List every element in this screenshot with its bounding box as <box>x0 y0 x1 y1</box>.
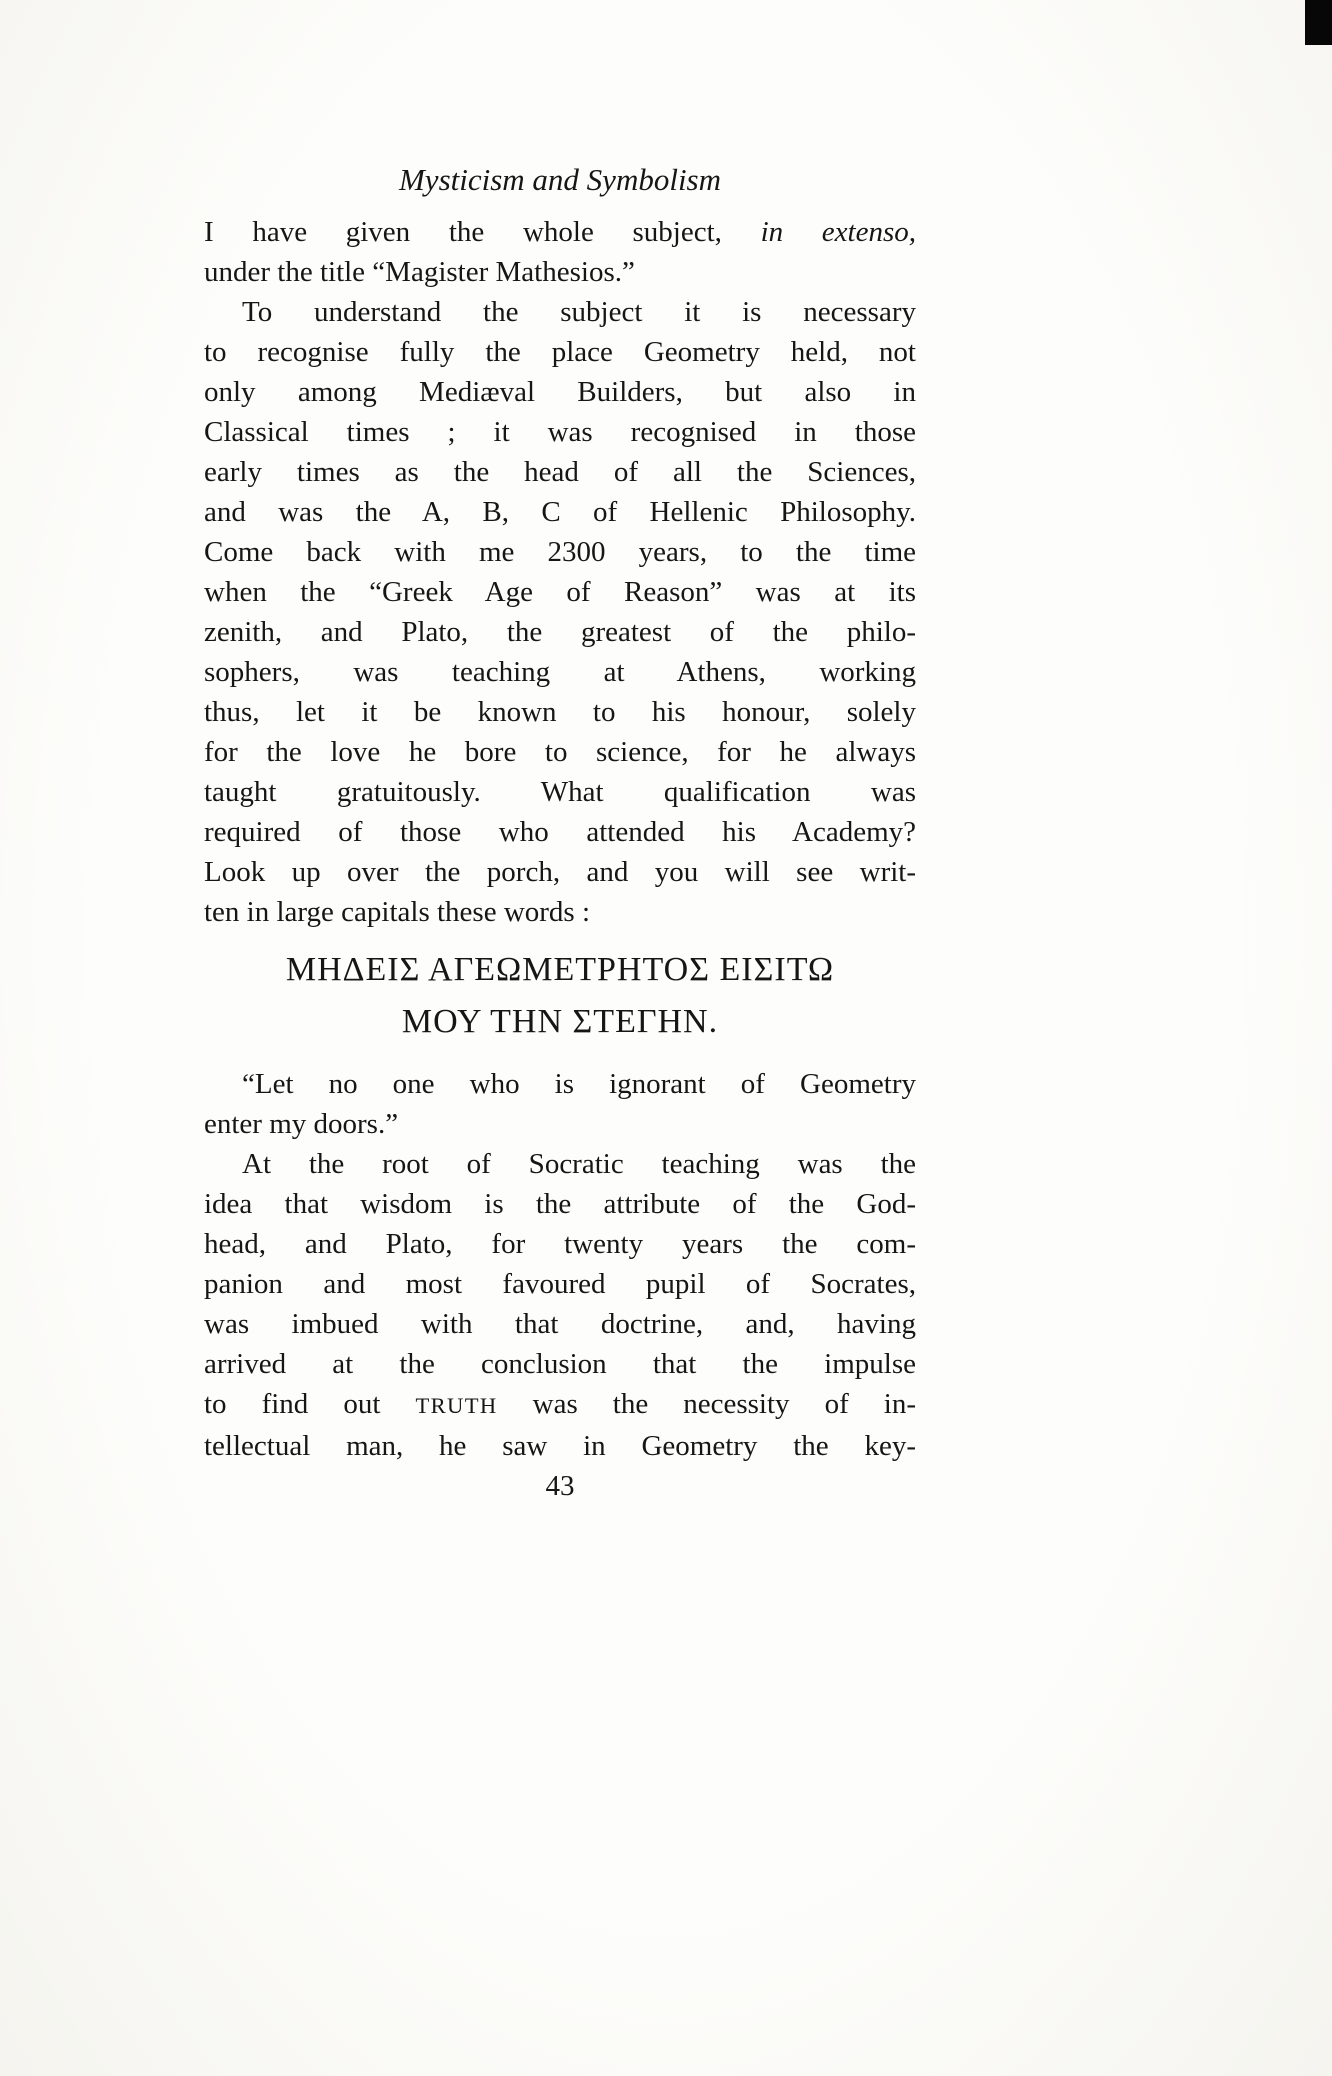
text-segment: To understand the subject it is necessary <box>242 296 916 328</box>
paragraph <box>204 212 916 292</box>
text-segment: head, and Plato, for twenty years the com- <box>204 1228 916 1260</box>
text-segment: was the necessity of in- <box>497 1388 916 1420</box>
text-segment: Look up over the porch, and you will see writ- <box>204 856 916 888</box>
text-segment: for the love he bore to science, for he always <box>204 736 916 768</box>
text-line <box>204 812 916 852</box>
text-segment: At the root of Socratic teaching was the <box>242 1148 916 1180</box>
paragraph <box>204 1064 916 1144</box>
text-segment: to recognise fully the place Geometry held, not <box>204 336 916 368</box>
text-segment: Come back with me 2300 years, to the time <box>204 536 916 568</box>
text-segment: “Let no one who is ignorant of Geometry <box>242 1068 916 1100</box>
text-segment: to find out <box>204 1388 416 1420</box>
text-segment: I have given the whole subject, <box>204 216 761 248</box>
text-segment: sophers, was teaching at Athens, working <box>204 656 916 688</box>
text-segment: zenith, and Plato, the greatest of the philo- <box>204 616 916 648</box>
text-line <box>204 532 916 572</box>
text-line <box>204 652 916 692</box>
running-head: Mysticism and Symbolism <box>398 162 722 197</box>
greek-inscription <box>204 944 916 1048</box>
greek-inscription-line: ΜΗΔΕΙΣ ΑΓΕΩΜΕΤΡΗΤΟΣ ΕΙΣΙΤΩ <box>285 951 835 988</box>
text-line <box>204 212 916 252</box>
text-line <box>204 1264 916 1304</box>
text-segment: early times as the head of all the Sciences, <box>204 456 916 488</box>
text-segment: Classical times ; it was recognised in those <box>204 416 916 448</box>
text-segment: ten in large capitals these words : <box>204 896 591 928</box>
text-line <box>204 772 916 812</box>
text-line <box>204 1344 916 1384</box>
text-line <box>204 252 916 292</box>
text-line <box>204 452 916 492</box>
text-segment: under the title “Magister Mathesios.” <box>204 256 635 288</box>
text-line <box>204 1104 916 1144</box>
text-segment: tellectual man, he saw in Geometry the key- <box>204 1430 916 1462</box>
text-line <box>204 332 916 372</box>
text-segment: was imbued with that doctrine, and, having <box>204 1308 916 1340</box>
text-line <box>204 1144 916 1184</box>
body-text <box>204 212 916 1466</box>
text-line <box>204 372 916 412</box>
text-segment: thus, let it be known to his honour, solely <box>204 696 916 728</box>
text-segment: arrived at the conclusion that the impulse <box>204 1348 916 1380</box>
text-line <box>204 1426 916 1466</box>
text-line <box>204 572 916 612</box>
text-line <box>204 412 916 452</box>
text-line <box>204 852 916 892</box>
page-number: 43 <box>545 1470 575 1502</box>
text-segment: when the “Greek Age of Reason” was at its <box>204 576 916 608</box>
paragraph <box>204 1144 916 1466</box>
text-line <box>204 1184 916 1224</box>
greek-inscription-line: ΜΟΥ ΤΗΝ ΣΤΕΓΗΝ. <box>401 1003 719 1040</box>
text-line <box>204 1304 916 1344</box>
text-line <box>204 692 916 732</box>
text-segment: and was the A, B, C of Hellenic Philosophy. <box>204 496 916 528</box>
text-line <box>204 1064 916 1104</box>
text-line <box>204 732 916 772</box>
text-line <box>204 492 916 532</box>
text-segment: idea that wisdom is the attribute of the God- <box>204 1188 916 1220</box>
text-segment: taught gratuitously. What qualification was <box>204 776 916 808</box>
text-line <box>204 1224 916 1264</box>
text-line <box>204 292 916 332</box>
text-line <box>204 612 916 652</box>
page-text-block <box>204 160 916 1506</box>
text-segment-smallcaps: TRUTH <box>415 1393 498 1418</box>
scan-artifact-corner <box>1305 0 1332 45</box>
text-line <box>204 1384 916 1426</box>
text-segment: panion and most favoured pupil of Socrates, <box>204 1268 916 1300</box>
text-line <box>204 892 916 932</box>
text-segment-italic: in extenso, <box>760 216 916 248</box>
paragraph <box>204 292 916 932</box>
text-segment: required of those who attended his Academy? <box>204 816 916 848</box>
text-segment: only among Mediæval Builders, but also in <box>204 376 916 408</box>
text-segment: enter my doors.” <box>204 1108 399 1140</box>
